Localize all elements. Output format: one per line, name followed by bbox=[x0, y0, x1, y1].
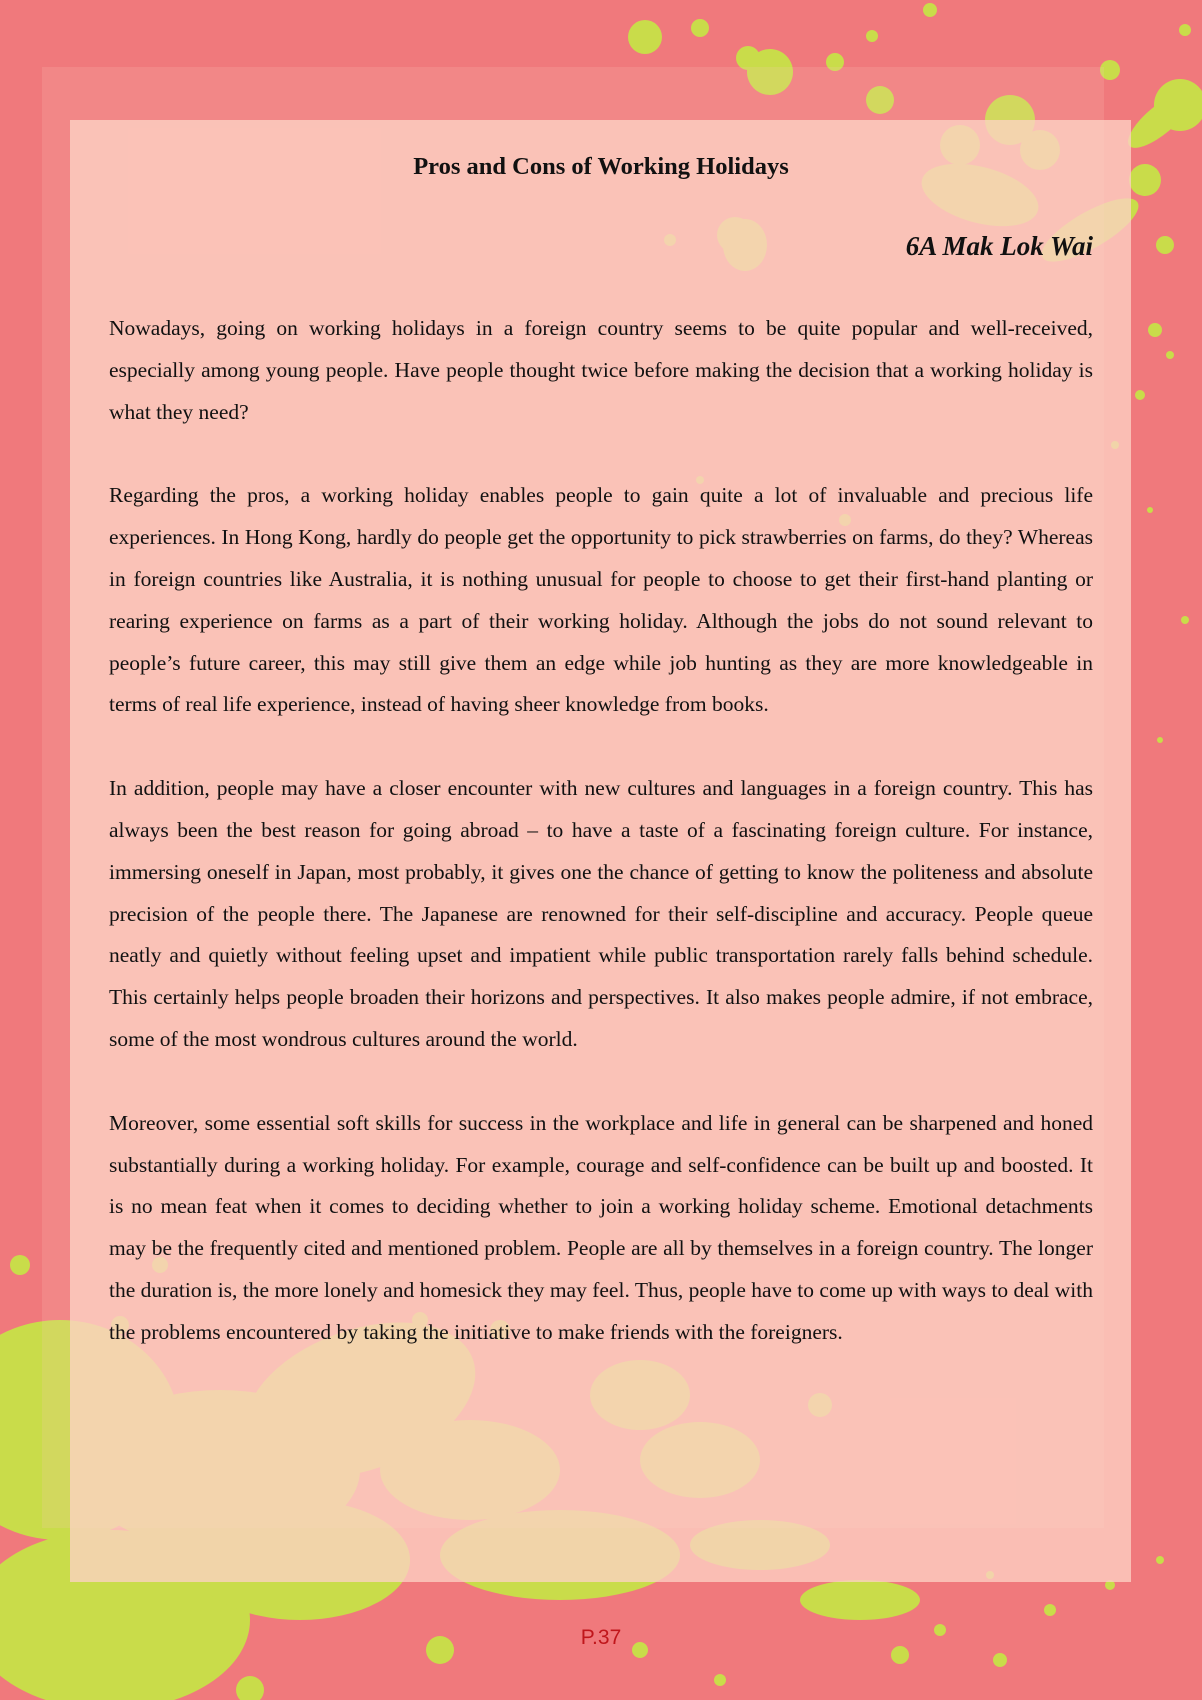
paragraph-3: In addition, people may have a closer encounter with new cultures and languages in a foreign country. This has always been the best reason for going abroad – to have a taste of a fascinating foreign culture. For instance, immersing oneself in Japan, most probably, it gives one the chance of getting to know the politeness and absolute precision of the people there. The Japanese are renowned for their self-discipline and accuracy. People queue neatly and quietly without feeling upset and impatient while public transportation rarely falls behind schedule. This certainly helps people broaden their horizons and perspectives. It also makes people admire, if not embrace, some of the most wondrous cultures around the world. bbox=[109, 776, 1093, 1051]
page-number: P.37 bbox=[580, 1626, 622, 1649]
author-name: 6A Mak Lok Wai bbox=[905, 231, 1093, 261]
paragraph-2: Regarding the pros, a working holiday enables people to gain quite a lot of invaluable and precious life experiences. In Hong Kong, hardly do people get the opportunity to pick strawberries on farms, do they? Whereas in foreign countries like Australia, it is nothing unusual for people to choose to get their first-hand planting or rearing experience on farms as a part of their working holiday. Although the jobs do not sound relevant to people’s future career, this may still give them an edge while job hunting as they are more knowledgeable in terms of real life experience, instead of having sheer knowledge from books. bbox=[109, 483, 1093, 717]
article bbox=[109, 148, 1093, 1354]
paragraph-4: Moreover, some essential soft skills for success in the workplace and life in general can be sharpened and honed substantially during a working holiday. For example, courage and self-confidence can be built up and boosted. It is no mean feat when it comes to deciding whether to join a working holiday scheme. Emotional detachments may be the frequently cited and mentioned problem. People are all by themselves in a foreign country. The longer the duration is, the more lonely and homesick they may feel. Thus, people have to come up with ways to deal with the problems encountered by taking the initiative to make friends with the foreigners. bbox=[109, 1110, 1093, 1344]
paragraph-1: Nowadays, going on working holidays in a foreign country seems to be quite popular and well-received, especially among young people. Have people thought twice before making the decision that a working holiday is what they need? bbox=[109, 316, 1093, 424]
article-title: Pros and Cons of Working Holidays bbox=[413, 153, 789, 180]
